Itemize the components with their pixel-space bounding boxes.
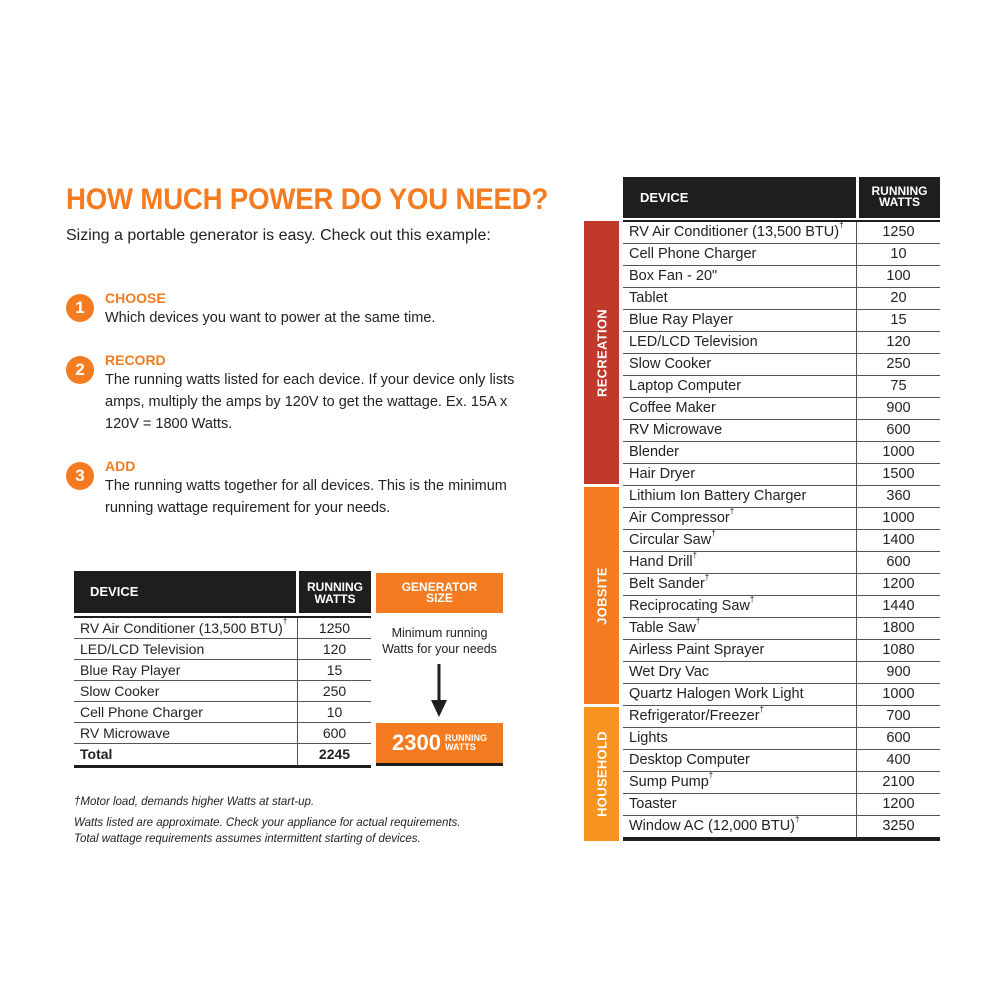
motor-load-mark: † bbox=[695, 618, 701, 626]
device-name: Airless Paint Sprayer bbox=[629, 642, 765, 658]
device-name: Lithium Ion Battery Charger bbox=[629, 488, 807, 504]
device-name: Slow Cooker bbox=[629, 356, 712, 372]
example-total-row bbox=[74, 744, 371, 768]
device-cell bbox=[623, 244, 857, 265]
table-row bbox=[623, 508, 940, 530]
device-name: Window AC (12,000 BTU) bbox=[629, 818, 796, 834]
watts-cell: 1400 bbox=[882, 532, 915, 548]
watts-cell: 1500 bbox=[882, 466, 915, 482]
footnote-motor: †Motor load, demands higher Watts at start-up. bbox=[74, 796, 315, 808]
device-cell bbox=[74, 618, 298, 638]
header-line: GENERATOR bbox=[401, 580, 478, 594]
step-add bbox=[66, 458, 516, 518]
watts-cell: 20 bbox=[890, 290, 907, 306]
device-cell bbox=[623, 464, 857, 485]
device-cell bbox=[623, 222, 857, 243]
device-name: Laptop Computer bbox=[629, 378, 742, 394]
device-name: Wet Dry Vac bbox=[629, 664, 710, 680]
device-name: Blender bbox=[629, 444, 679, 460]
device-cell bbox=[623, 288, 857, 309]
motor-load-mark: † bbox=[692, 552, 698, 560]
table-row bbox=[623, 574, 940, 596]
device-cell bbox=[623, 684, 857, 705]
step-body: The running watts together for all devices. This is the minimum running wattage requirement for your needs. bbox=[105, 478, 507, 516]
table-row bbox=[623, 354, 940, 376]
table-row bbox=[623, 530, 940, 552]
device-name: Slow Cooker bbox=[80, 683, 160, 699]
device-cell bbox=[623, 310, 857, 331]
example-table bbox=[74, 616, 371, 768]
device-name: RV Microwave bbox=[629, 422, 723, 438]
watts-cell: 1200 bbox=[882, 796, 915, 812]
down-arrow-icon bbox=[430, 664, 448, 718]
watts-cell: 600 bbox=[886, 422, 911, 438]
table-row bbox=[623, 266, 940, 288]
device-name: Air Compressor bbox=[629, 510, 730, 526]
step-body: The running watts listed for each device. If your device only lists amps, multiply the amps by 120V to get the wattage. Ex. 15A x 120V = 1800 Watts. bbox=[105, 372, 515, 432]
page-title: HOW MUCH POWER DO YOU NEED? bbox=[66, 183, 549, 216]
device-cell bbox=[623, 772, 857, 793]
page-subtitle: Sizing a portable generator is easy. Check out this example: bbox=[66, 227, 491, 244]
watts-cell: 1000 bbox=[882, 510, 915, 526]
device-cell bbox=[623, 552, 857, 573]
device-name: Sump Pump bbox=[629, 774, 709, 790]
watts-cell: 100 bbox=[886, 268, 911, 284]
device-name: Table Saw bbox=[629, 620, 696, 636]
device-cell bbox=[623, 508, 857, 529]
header-line: WATTS bbox=[878, 195, 921, 209]
motor-load-mark: † bbox=[729, 508, 735, 516]
table-row bbox=[623, 222, 940, 244]
watts-cell: 250 bbox=[886, 356, 911, 372]
category-label: RECREATION bbox=[594, 308, 609, 397]
device-cell bbox=[74, 723, 298, 743]
generator-note: Minimum running Watts for your needs bbox=[382, 626, 497, 656]
step-number-badge: 1 bbox=[66, 294, 94, 322]
table-row bbox=[74, 660, 371, 681]
watts-cell: 600 bbox=[886, 554, 911, 570]
watts-cell: 400 bbox=[886, 752, 911, 768]
device-name: Desktop Computer bbox=[629, 752, 750, 768]
watts-cell: 600 bbox=[886, 730, 911, 746]
watts-cell: 1000 bbox=[882, 444, 915, 460]
watts-cell: 2100 bbox=[882, 774, 915, 790]
device-cell bbox=[74, 681, 298, 701]
device-name: LED/LCD Television bbox=[80, 641, 205, 657]
watts-cell: 15 bbox=[326, 662, 343, 678]
example-watts-header bbox=[299, 571, 371, 613]
device-cell bbox=[623, 640, 857, 661]
device-cell bbox=[623, 794, 857, 815]
watts-cell: 1000 bbox=[882, 686, 915, 702]
header-line: RUNNING bbox=[307, 580, 363, 594]
header-line: RUNNING bbox=[871, 184, 928, 198]
device-name: LED/LCD Television bbox=[629, 334, 758, 350]
step-body: Which devices you want to power at the same time. bbox=[105, 310, 436, 326]
watts-cell: 1200 bbox=[882, 576, 915, 592]
motor-load-mark: † bbox=[839, 222, 844, 230]
device-name: Hand Drill bbox=[629, 554, 693, 570]
table-row bbox=[623, 464, 940, 486]
device-cell bbox=[74, 702, 298, 722]
device-name: Reciprocating Saw bbox=[629, 598, 750, 614]
device-cell bbox=[623, 618, 857, 639]
unit-line: RUNNING bbox=[444, 733, 487, 743]
device-name: Blue Ray Player bbox=[629, 312, 733, 328]
watts-cell: 700 bbox=[886, 708, 911, 724]
device-cell bbox=[623, 354, 857, 375]
table-row bbox=[623, 376, 940, 398]
watts-cell: 15 bbox=[890, 312, 907, 328]
table-row bbox=[623, 772, 940, 794]
device-name: Belt Sander bbox=[629, 576, 705, 592]
device-name: Hair Dryer bbox=[629, 466, 696, 482]
device-name: Cell Phone Charger bbox=[629, 246, 757, 262]
device-name: Blue Ray Player bbox=[80, 662, 181, 678]
table-row bbox=[74, 702, 371, 723]
device-cell bbox=[623, 574, 857, 595]
device-cell bbox=[623, 332, 857, 353]
watts-cell: 10 bbox=[890, 246, 907, 262]
device-name: RV Air Conditioner (13,500 BTU) bbox=[80, 620, 283, 636]
table-row bbox=[74, 639, 371, 660]
table-row bbox=[623, 332, 940, 354]
table-row bbox=[623, 552, 940, 574]
table-row bbox=[74, 723, 371, 744]
device-name: RV Microwave bbox=[80, 725, 170, 741]
device-name: Lights bbox=[629, 730, 668, 746]
table-row bbox=[623, 728, 940, 750]
table-row bbox=[623, 662, 940, 684]
table-row bbox=[623, 816, 940, 837]
motor-load-mark: † bbox=[759, 706, 764, 714]
device-name: Refrigerator/Freezer bbox=[629, 708, 760, 724]
result-unit bbox=[445, 734, 487, 752]
table-row bbox=[623, 486, 940, 508]
watts-cell: 900 bbox=[886, 400, 911, 416]
table-row bbox=[623, 420, 940, 442]
table-row bbox=[623, 442, 940, 464]
device-name: Circular Saw bbox=[629, 532, 712, 548]
table-row bbox=[623, 398, 940, 420]
generator-size-header bbox=[376, 573, 503, 613]
generator-result-badge bbox=[376, 723, 503, 766]
watts-cell: 75 bbox=[890, 378, 907, 394]
table-row bbox=[623, 244, 940, 266]
device-name: RV Air Conditioner (13,500 BTU) bbox=[629, 224, 840, 240]
step-number-badge: 3 bbox=[66, 462, 94, 490]
table-row bbox=[623, 618, 940, 640]
table-row bbox=[623, 684, 940, 706]
device-cell bbox=[74, 660, 298, 680]
table-row bbox=[74, 618, 371, 639]
device-cell bbox=[623, 486, 857, 507]
device-cell bbox=[623, 376, 857, 397]
device-name: Toaster bbox=[629, 796, 677, 812]
category-label: JOBSITE bbox=[594, 566, 609, 625]
device-cell bbox=[623, 530, 857, 551]
device-cell bbox=[623, 662, 857, 683]
footnote-approx: Watts listed are approximate. Check your appliance for actual requirements. bbox=[74, 817, 461, 829]
watts-cell: 120 bbox=[322, 641, 347, 657]
device-cell bbox=[623, 442, 857, 463]
table-row bbox=[74, 681, 371, 702]
device-cell bbox=[623, 398, 857, 419]
watts-cell: 1250 bbox=[882, 224, 915, 240]
reference-device-header: DEVICE bbox=[623, 177, 856, 218]
footnote-intermittent: Total wattage requirements assumes intermittent starting of devices. bbox=[74, 833, 421, 845]
step-heading: ADD bbox=[105, 458, 136, 474]
device-name: Quartz Halogen Work Light bbox=[629, 686, 804, 702]
watts-cell: 360 bbox=[886, 488, 911, 504]
step-heading: RECORD bbox=[105, 352, 166, 368]
motor-load-mark: † bbox=[711, 530, 716, 538]
category-household bbox=[584, 707, 619, 841]
table-row bbox=[623, 640, 940, 662]
table-row bbox=[623, 310, 940, 332]
table-row bbox=[623, 750, 940, 772]
header-line: WATTS bbox=[314, 592, 356, 606]
category-jobsite bbox=[584, 487, 619, 704]
watts-cell: 900 bbox=[886, 664, 911, 680]
step-choose bbox=[66, 290, 516, 330]
watts-cell: 1250 bbox=[318, 620, 351, 636]
motor-load-mark: † bbox=[282, 617, 288, 626]
watts-cell: 1800 bbox=[882, 620, 915, 636]
step-record bbox=[66, 352, 516, 432]
watts-cell: 250 bbox=[322, 683, 347, 699]
device-cell bbox=[623, 728, 857, 749]
reference-watts-header bbox=[859, 177, 940, 218]
watts-cell: 120 bbox=[886, 334, 911, 350]
watts-cell: 1440 bbox=[882, 598, 915, 614]
total-label: Total bbox=[74, 744, 298, 765]
device-name: Box Fan - 20" bbox=[629, 268, 718, 284]
watts-cell: 1080 bbox=[882, 642, 915, 658]
watts-cell: 3250 bbox=[882, 818, 915, 834]
device-name: Coffee Maker bbox=[629, 400, 716, 416]
watts-cell: 600 bbox=[322, 725, 347, 741]
table-row bbox=[623, 596, 940, 618]
unit-line: WATTS bbox=[444, 742, 476, 752]
device-name: Tablet bbox=[629, 290, 668, 306]
device-cell bbox=[623, 816, 857, 837]
device-cell bbox=[623, 706, 857, 727]
device-cell bbox=[623, 750, 857, 771]
table-row bbox=[623, 288, 940, 310]
header-line: SIZE bbox=[426, 591, 453, 605]
motor-load-mark: † bbox=[704, 574, 710, 582]
device-name: Cell Phone Charger bbox=[80, 704, 203, 720]
device-cell bbox=[74, 639, 298, 659]
watts-cell: 10 bbox=[326, 704, 343, 720]
result-value: 2300 bbox=[392, 730, 441, 755]
device-cell bbox=[623, 596, 857, 617]
table-row bbox=[623, 706, 940, 728]
device-cell bbox=[623, 420, 857, 441]
motor-load-mark: † bbox=[795, 816, 800, 824]
motor-load-mark: † bbox=[708, 772, 714, 780]
category-recreation bbox=[584, 221, 619, 484]
motor-load-mark: † bbox=[749, 596, 755, 604]
reference-table bbox=[623, 220, 940, 841]
step-number-badge: 2 bbox=[66, 356, 94, 384]
category-label: HOUSEHOLD bbox=[594, 731, 609, 817]
example-device-header: DEVICE bbox=[74, 571, 296, 613]
step-heading: CHOOSE bbox=[105, 290, 166, 306]
table-row bbox=[623, 794, 940, 816]
device-cell bbox=[623, 266, 857, 287]
total-value: 2245 bbox=[318, 746, 351, 762]
